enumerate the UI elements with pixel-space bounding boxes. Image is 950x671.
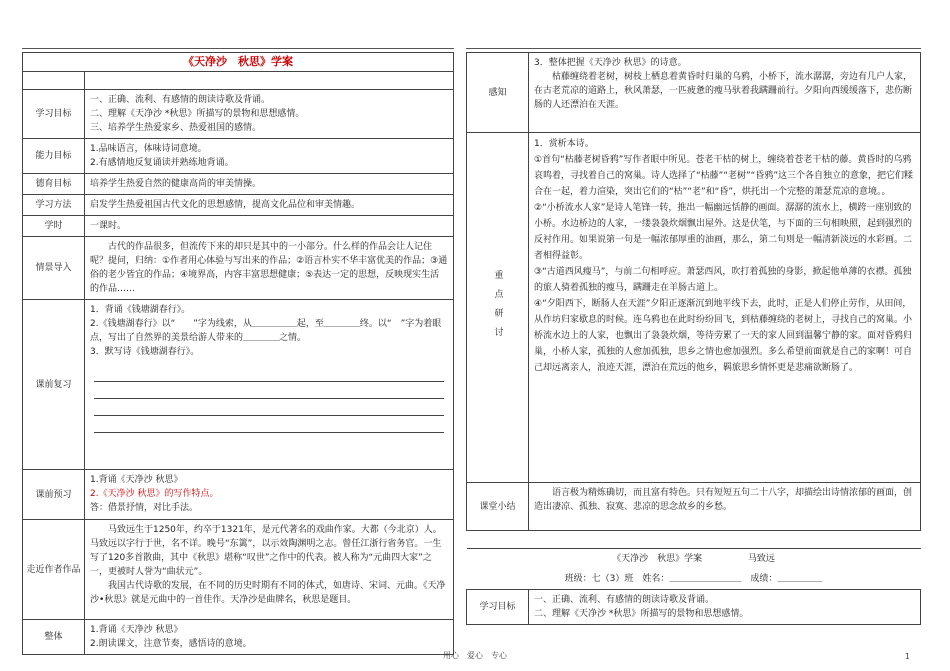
writing-line[interactable] [94, 382, 444, 399]
sheet2-class-line: 班级：七（3）班 姓名：＿＿＿＿＿＿＿＿ 成绩：＿＿＿＿＿ [564, 574, 823, 584]
author-intro-cell: 马致远生于1250年，约卒于1321年，是元代著名的戏曲作家。大都（今北京）人。马致远以字行于世，名不详。晚号“东篱”，以示效陶渊明之志。曾任江浙行省务官。一生写了120多首散曲，其中《秋思》堪称“叹世”之作中的代表。被人称为“元曲四大家”之一，更被时人誉为“曲状元”。 我国古代诗歌的发展，在不同的历史时期有不同的体式，如唐诗、宋词、元曲。《天净沙•秋思》就是元曲中的一首佳作。天净沙是曲牌名，秋思是题目。 [85, 520, 454, 620]
footer-text: 用心 爱心 专心 [443, 651, 507, 660]
page-number: 1 [904, 652, 910, 661]
class-hours-cell: 一课时。 [85, 216, 454, 237]
left-table [22, 52, 454, 655]
writing-line[interactable] [94, 416, 444, 433]
summary-cell: 语言极为精炼确切，而且富有特色。只有短短五句二十八字，却描绘出诗情浓郁的画面，创造出凄凉、孤独、寂寞、悲凉的思念故乡的乡愁。 [529, 483, 921, 531]
sheet2-table [466, 548, 921, 625]
row-label-review: 课前复习 [23, 300, 85, 470]
row-label-overall: 整体 [23, 620, 85, 655]
learning-goals-cell: 一、正确、流利、有感情的朗读诗歌及背诵。 二、理解《天净沙 *秋思》所描写的景物和思想感情。 三、培养学生热爱家乡、热爱祖国的感情。 [85, 90, 454, 139]
row-label-summary: 课堂小结 [467, 483, 529, 531]
sheet2-author: 马致远 [747, 554, 775, 564]
moral-goals-cell: 培养学生热爱自然的健康高尚的审美情操。 [85, 174, 454, 195]
row-label-learning-goals: 学习目标 [23, 90, 85, 139]
overall-cell: 1.背诵《天净沙 秋思》 2.朗读课文，注意节奏，感悟诗的意境。 [85, 620, 454, 655]
row-label-introduction: 情景导入 [23, 237, 85, 300]
preview-cell: 1.背诵《天净沙 秋思》 2.《天净沙 秋思》的写作特点。 答：借景抒情，对比手法。 [85, 470, 454, 520]
sheet2-goals-cell: 一、正确、流利、有感情的朗读诗歌及背诵。 二、理解《天净沙 *秋思》所描写的景物和思想感情。 [529, 590, 921, 625]
row-label-preview: 课前预习 [23, 470, 85, 520]
focus-cell: 1．赏析本诗。 ①首句“枯藤老树昏鸦”写作者眼中所见。苍老干枯的树上，缠绕着苍老干枯的藤。黄昏时的乌鸦哀鸣着，寻找着自己的窝巢。诗人选择了“枯藤”“老树”“昏鸦”这三个各自独立的意象，把它们糅合在一起，着力渲染，突出它们的“枯”“老”和“昏”，烘托出一个完整的萧瑟荒凉的意境。。 ②“小桥流水人家”是诗人笔锋一转，推出一幅幽远恬静的画面。潺潺的流水上，横跨一座别致的小桥。水边桥边的人家，一缕袅袅炊烟飘出屋外。这是伏笔，与下面的三句相映照，起到强烈的反衬作用。如果说第一句是一幅浓郁厚重的油画，那么，第二句则是一幅清新淡远的水彩画。二者相得益彰。 ③“古道西风瘦马”，与前二句相呼应。萧瑟西风，吹打着孤独的身影，掀起他单薄的衣襟。孤独的旅人骑着孤独的瘦马，蹒跚走在羊肠古道上。 ④“夕阳西下，断肠人在天涯”夕阳正逐渐沉到地平线下去，此时，正是人们停止劳作，从田间，从作坊归家歇息的时候。连乌鸦也在此时纷纷回飞，到枯藤缠绕的老树上，寻找自己的窝巢。小桥流水边上的人家，也飘出了袅袅炊烟，等待劳累了一天的家人回到温馨宁静的家。面对昏鸦归巢，小桥人家，孤独的人愈加孤独，思乡之情也愈加强烈。多么希望前面就是自己的家啊！可自己却远离亲人，浪迹天涯，漂泊在荒远的他乡，羁旅思乡情怀更是悲痛欲断肠了。 [529, 133, 921, 483]
document-title: 《天净沙 秋思》学案 [23, 53, 454, 72]
writing-line[interactable] [94, 399, 444, 416]
row-label-ability-goals: 能力目标 [23, 139, 85, 174]
sheet2-label-learning-goals: 学习目标 [467, 590, 529, 625]
focus-label: 重点研讨 [492, 269, 503, 346]
perception-cell: 3．整体把握《天净沙 秋思》的诗意。 枯藤缠绕着老树，树枝上栖息着黄昏时归巢的乌鸦，小桥下，流水潺潺，旁边有几户人家，在古老荒凉的道路上，秋风萧瑟，一匹疲惫的瘦马驮着我蹒跚前行。夕阳向西缓缓落下，悲伤断肠的人还漂泊在天涯。 [529, 53, 921, 133]
introduction-cell: 古代的作品很多，但流传下来的却只是其中的一小部分。什么样的作品会让人记住呢？提问，归纳：①作者用心体验与写出来的作品；②语言朴实不华丰富优美的作品；③通俗的老少皆宜的作品；④境界高，内容丰富思想健康；⑤表达一定的思想，反映现实生活的作品…… [85, 237, 454, 300]
row-label-author-intro: 走近作者作品 [23, 520, 85, 620]
writing-line[interactable] [94, 365, 444, 382]
row-label-focus [467, 133, 529, 483]
row-label-learning-method: 学习方法 [23, 195, 85, 216]
writing-lines [90, 365, 448, 433]
learning-method-cell: 启发学生热爱祖国古代文化的思想感情，提高文化品位和审美情趣。 [85, 195, 454, 216]
sheet2-header [467, 549, 921, 570]
review-cell: 1．背诵《钱塘湖春行》。 2.《钱塘湖春行》以“ ”字为线索，从＿＿＿＿＿起，至＿＿＿＿终。以“ ”字为着眼点，写出了自然界的美景给游人带来的＿＿＿＿之情。 3．默写诗《钱塘湖春行》。 [85, 300, 454, 470]
row-label-moral-goals: 德育目标 [23, 174, 85, 195]
sheet2-title: 《天净沙 秋思》学案 [612, 554, 703, 564]
ability-goals-cell: 1.品味语言，体味诗词意境。 2.有感情地反复诵读并熟练地背诵。 [85, 139, 454, 174]
row-label-class-hours: 学时 [23, 216, 85, 237]
right-table [466, 52, 921, 531]
row-label-perception: 感知 [467, 53, 529, 133]
